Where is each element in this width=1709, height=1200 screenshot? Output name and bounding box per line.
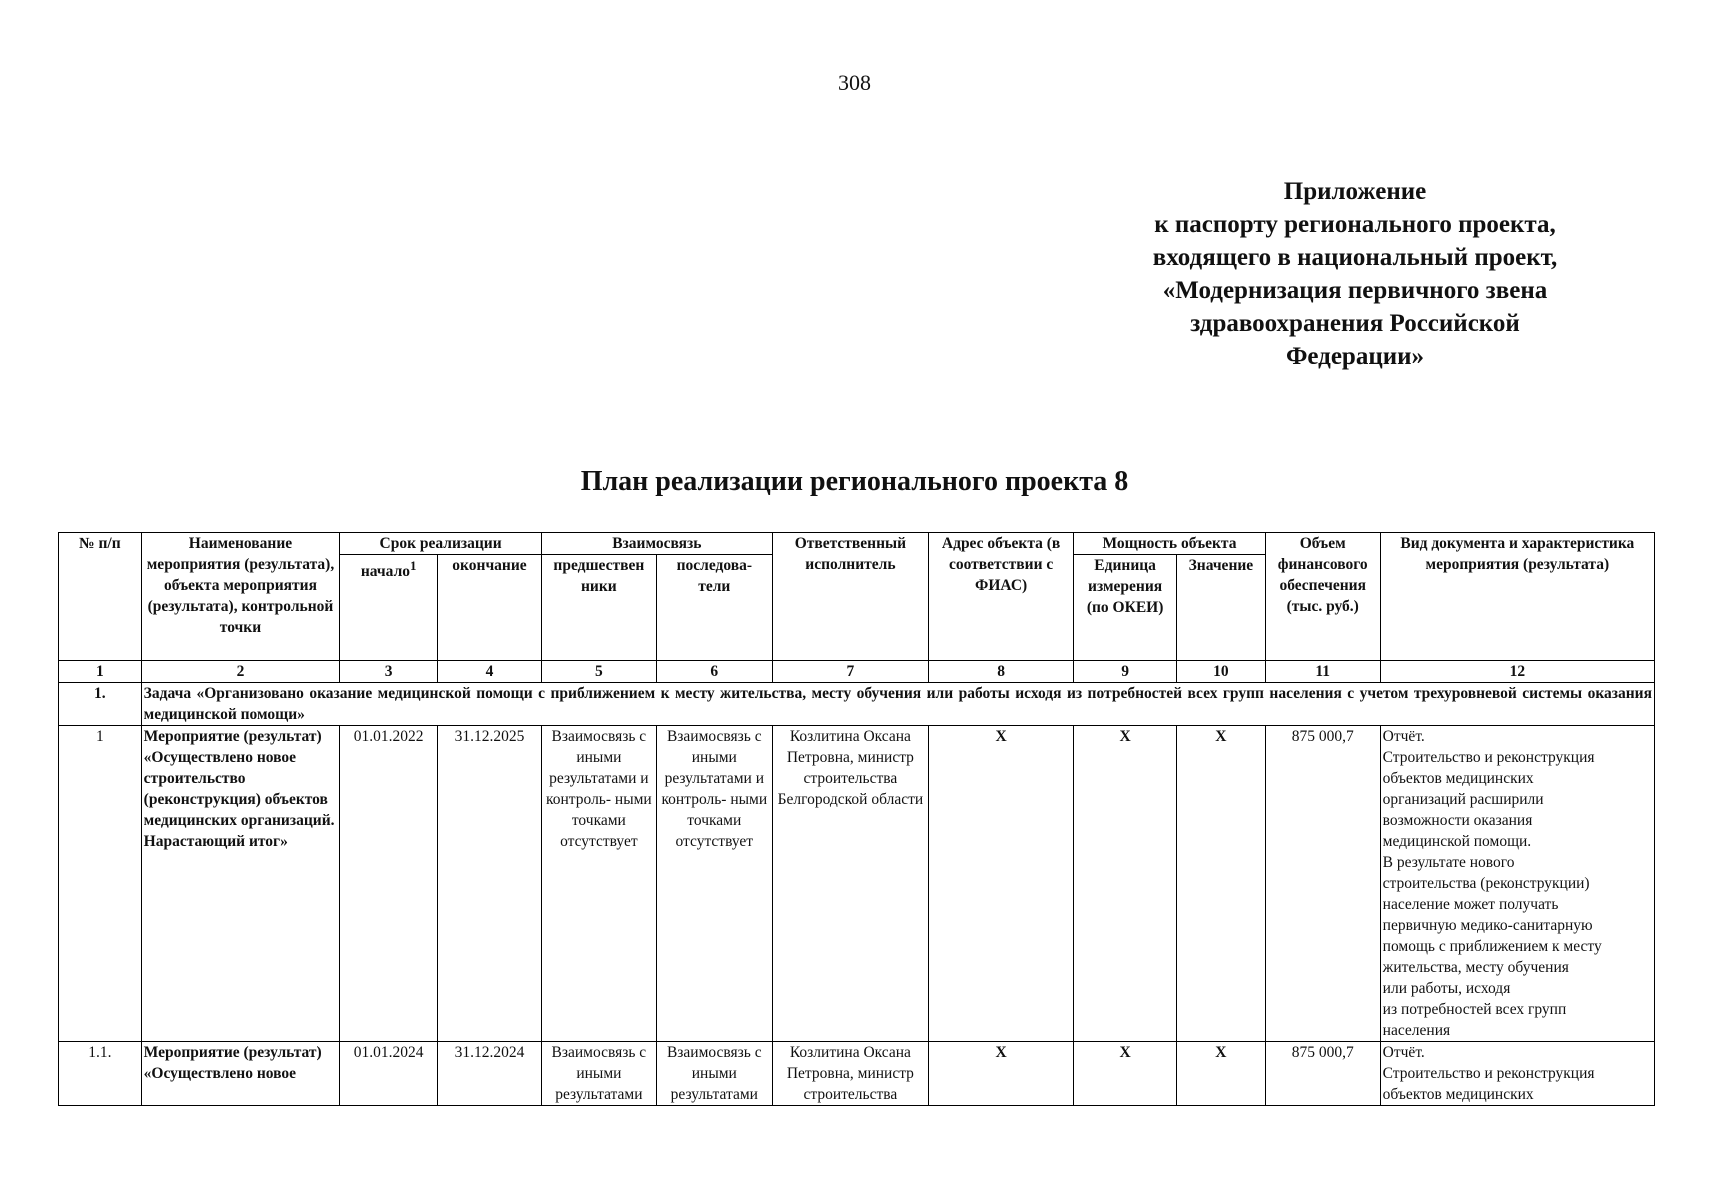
doc-line: Строительство и реконструкция: [1382, 1065, 1595, 1082]
doc-line: В результате нового: [1382, 854, 1515, 871]
doc-line: населения: [1382, 1022, 1451, 1039]
row-unit: X: [1074, 1042, 1177, 1106]
column-number-row: [59, 661, 1655, 683]
row-responsible: Козлитина Оксана Петровна, министр строительства: [772, 1042, 928, 1106]
doc-line: строительства (реконструкции): [1382, 875, 1590, 892]
column-number: 5: [541, 661, 656, 683]
row-finance: 875 000,7: [1265, 1042, 1380, 1106]
header-value: Значение: [1177, 555, 1266, 661]
task-row: [59, 683, 1655, 726]
plan-table: [58, 532, 1655, 1106]
doc-line: Строительство и реконструкция: [1382, 749, 1595, 766]
document-title: План реализации регионального проекта 8: [580, 466, 1129, 497]
row-successors: Взаимосвязь с иными результатами: [656, 1042, 772, 1106]
header-period: Срок реализации: [340, 533, 542, 555]
column-number: 4: [438, 661, 542, 683]
column-number: 3: [340, 661, 438, 683]
task-num: 1.: [59, 683, 142, 726]
row-end: 31.12.2025: [438, 726, 542, 1042]
row-value: X: [1177, 1042, 1266, 1106]
row-predecessors: Взаимосвязь с иными результатами: [541, 1042, 656, 1106]
column-number: 2: [141, 661, 340, 683]
doc-line: из потребностей всех групп: [1382, 1001, 1567, 1018]
header-links: Взаимосвязь: [541, 533, 772, 555]
row-document: [1380, 726, 1654, 1042]
row-num: 1: [59, 726, 142, 1042]
doc-line: организаций расширили: [1382, 791, 1544, 808]
row-successors: Взаимосвязь с иными результатами и контроль- ными точками отсутствует: [656, 726, 772, 1042]
header-unit: Единица измерения (по ОКЕИ): [1074, 555, 1177, 661]
row-address: X: [929, 1042, 1074, 1106]
column-number: 10: [1177, 661, 1266, 683]
table-row: [59, 1042, 1655, 1106]
appendix-line: «Модернизация первичного звена: [1162, 277, 1548, 304]
table-row: [59, 726, 1655, 1042]
header-predecessors: предшествен ники: [541, 555, 656, 661]
row-unit: X: [1074, 726, 1177, 1042]
header-start: начало$^1$: [340, 555, 438, 661]
doc-line: медицинской помощи.: [1382, 833, 1532, 850]
doc-line: первичную медико-санитарную: [1382, 917, 1593, 934]
appendix-line: к паспорту регионального проекта,: [1154, 211, 1556, 238]
doc-line: Отчёт.: [1382, 728, 1425, 745]
row-num: 1.1.: [59, 1042, 142, 1106]
doc-line: объектов медицинских: [1382, 770, 1534, 787]
column-number: 9: [1074, 661, 1177, 683]
row-start: 01.01.2024: [340, 1042, 438, 1106]
doc-line: возможности оказания: [1382, 812, 1533, 829]
appendix-line: Приложение: [1283, 178, 1427, 205]
row-end: 31.12.2024: [438, 1042, 542, 1106]
header-capacity: Мощность объекта: [1074, 533, 1266, 555]
row-name: Мероприятие (результат) «Осуществлено новое: [141, 1042, 340, 1106]
doc-line: жительства, месту обучения: [1382, 959, 1569, 976]
column-number: 7: [772, 661, 928, 683]
column-number: 11: [1265, 661, 1380, 683]
task-text: Задача «Организовано оказание медицинской помощи с приближением к месту жительства, месту обучения или работы исходя из потребностей всех групп населения с учетом трехуровневой системы оказания медицинской помощи»: [141, 683, 1654, 726]
row-predecessors: Взаимосвязь с иными результатами и контроль- ными точками отсутствует: [541, 726, 656, 1042]
row-address: X: [929, 726, 1074, 1042]
doc-line: население может получать: [1382, 896, 1559, 913]
row-start: 01.01.2022: [340, 726, 438, 1042]
row-responsible: Козлитина Оксана Петровна, министр строительства Белгородской области: [772, 726, 928, 1042]
appendix-line: здравоохранения Российской: [1190, 310, 1520, 337]
row-name: Мероприятие (результат) «Осуществлено новое строительство (реконструкция) объектов медицинских организаций. Нарастающий итог»: [141, 726, 340, 1042]
row-document: [1380, 1042, 1654, 1106]
header-num: № п/п: [59, 533, 142, 661]
page-number: 308: [838, 70, 871, 95]
header-document: Вид документа и характеристика мероприятия (результата): [1380, 533, 1654, 661]
header-end: окончание: [438, 555, 542, 661]
appendix-line: входящего в национальный проект,: [1152, 244, 1558, 271]
header-responsible: Ответственный исполнитель: [772, 533, 928, 661]
appendix-line: Федерации»: [1285, 343, 1425, 370]
column-number: 8: [929, 661, 1074, 683]
header-finance: Объем финансового обеспечения (тыс. руб.): [1265, 533, 1380, 661]
column-number: 12: [1380, 661, 1654, 683]
doc-line: Отчёт.: [1382, 1044, 1425, 1061]
doc-line: объектов медицинских: [1382, 1086, 1534, 1103]
row-finance: 875 000,7: [1265, 726, 1380, 1042]
column-number: 6: [656, 661, 772, 683]
header-name: Наименование мероприятия (результата), объекта мероприятия (результата), контрольной точки: [141, 533, 340, 661]
doc-line: помощь с приближением к месту: [1382, 938, 1602, 955]
appendix-heading: [1130, 175, 1580, 373]
row-value: X: [1177, 726, 1266, 1042]
column-number: 1: [59, 661, 142, 683]
header-successors: последова- тели: [656, 555, 772, 661]
doc-line: или работы, исходя: [1382, 980, 1511, 997]
header-address: Адрес объекта (в соответствии с ФИАС): [929, 533, 1074, 661]
